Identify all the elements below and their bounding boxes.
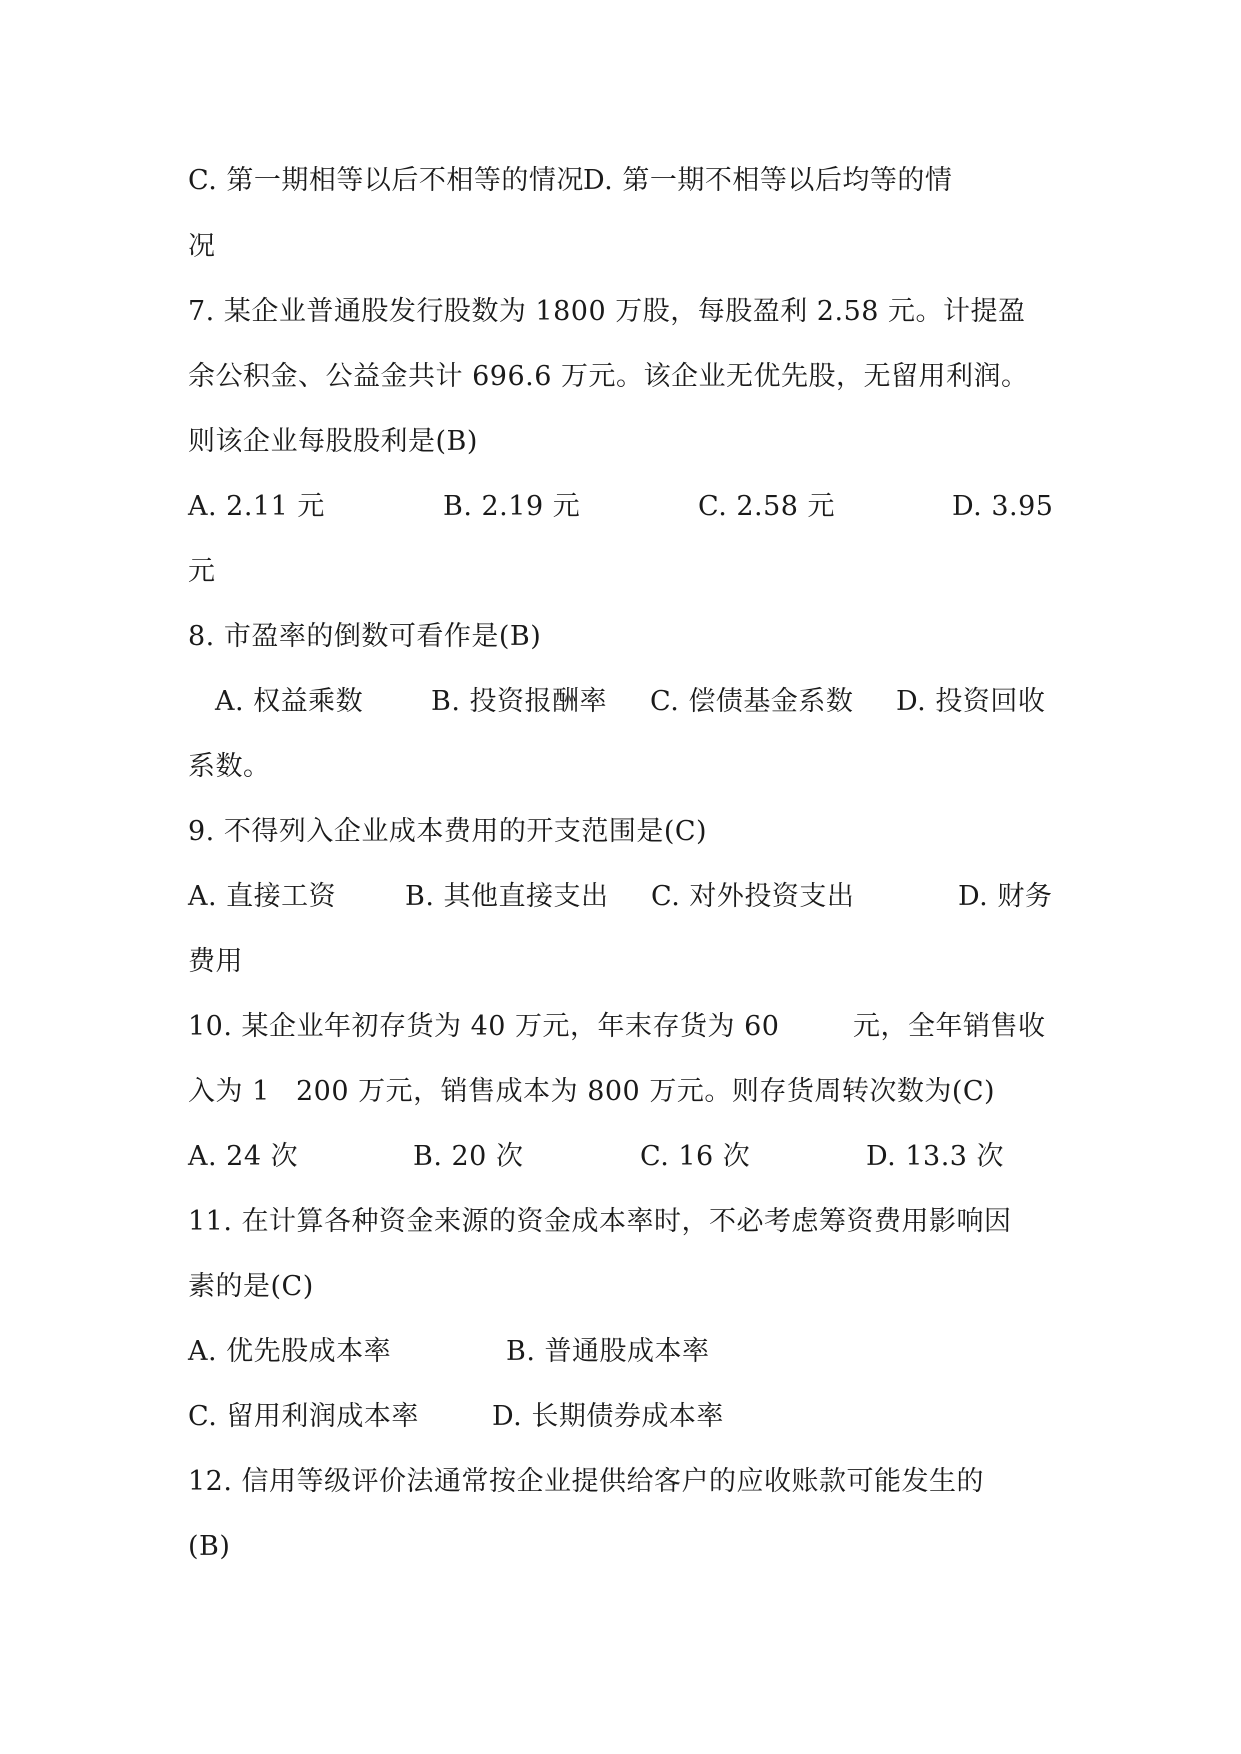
option-d: D. 长期债券成本率: [492, 1401, 724, 1432]
text-line-continuation: [188, 225, 224, 269]
option-c: C. 偿债基金系数: [650, 686, 854, 717]
option-a: A. 直接工资: [188, 881, 337, 912]
question-9-options: [188, 875, 1053, 919]
option-d: D. 第一期不相等以后均等的情: [583, 165, 953, 196]
option-d: D. 13.3 次: [866, 1141, 1005, 1172]
question-11-options-ab: [188, 1330, 710, 1374]
question-11-line-1: [188, 1200, 1012, 1244]
question-10-line-2: [188, 1070, 996, 1114]
option-b: B. 其他直接支出: [405, 881, 609, 912]
question-10-text: 200 万元，销售成本为 800 万元。则存货周转次数为(C): [296, 1076, 996, 1107]
option-c: C. 16 次: [640, 1141, 751, 1172]
question-8-text: 8. 市盈率的倒数可看作是(B): [188, 621, 542, 652]
question-11-text: 素的是(C): [188, 1271, 314, 1302]
question-11-text: 11. 在计算各种资金来源的资金成本率时，不必考虑筹资费用影响因: [188, 1206, 1012, 1237]
option-b: B. 普通股成本率: [506, 1336, 710, 1367]
text-line-continuation: [188, 550, 224, 594]
question-7-text: 余公积金、公益金共计 696.6 万元。该企业无优先股，无留用利润。: [188, 361, 1029, 392]
option-d: D. 财务: [958, 881, 1053, 912]
question-12-line-2: [188, 1525, 231, 1569]
question-12-answer: (B): [188, 1531, 231, 1562]
question-8-options: [188, 680, 1046, 724]
option-d: D. 3.95: [952, 491, 1054, 522]
option-a: A. 优先股成本率: [188, 1336, 392, 1367]
option-a: A. 24 次: [188, 1141, 299, 1172]
question-11-options-cd: [188, 1395, 724, 1439]
question-8-line-1: [188, 615, 542, 659]
option-a: A. 2.11 元: [188, 491, 325, 522]
option-d-continuation: 系数。: [188, 751, 271, 782]
option-c: C. 留用利润成本率: [188, 1401, 419, 1432]
question-10-options: [188, 1135, 1005, 1179]
option-d-continuation: 费用: [188, 946, 243, 977]
option-c: C. 第一期相等以后不相等的情况: [188, 165, 584, 196]
question-11-line-2: [188, 1265, 314, 1309]
question-7-line-3: [188, 420, 478, 464]
option-d: D. 投资回收: [896, 686, 1046, 717]
option-b: B. 2.19 元: [443, 491, 581, 522]
option-b: B. 20 次: [413, 1141, 524, 1172]
option-d-continuation: 况: [188, 231, 216, 262]
option-c: C. 对外投资支出: [651, 881, 855, 912]
question-7-text: 7. 某企业普通股发行股数为 1800 万股，每股盈利 2.58 元。计提盈: [188, 296, 1026, 327]
option-d-continuation: 元: [188, 556, 216, 587]
option-c: C. 2.58 元: [698, 491, 836, 522]
question-12-line-1: [188, 1460, 985, 1504]
option-b: B. 投资报酬率: [431, 686, 608, 717]
option-a: A. 权益乘数: [215, 686, 364, 717]
question-10-text: 元，全年销售收: [853, 1011, 1046, 1042]
question-7-text: 则该企业每股股利是(B): [188, 426, 478, 457]
question-7-options: [188, 485, 1054, 529]
text-line-continuation: [188, 745, 271, 789]
question-10-text: 10. 某企业年初存货为 40 万元，年末存货为 60: [188, 1011, 780, 1042]
option-line-q6-cd: [188, 159, 953, 203]
question-7-line-1: [188, 290, 1026, 334]
question-7-line-2: [188, 355, 1029, 399]
question-9-text: 9. 不得列入企业成本费用的开支范围是(C): [188, 816, 708, 847]
text-line-continuation: [188, 940, 243, 984]
question-10-text: 入为 1: [188, 1076, 270, 1107]
question-9-line-1: [188, 810, 708, 854]
question-12-text: 12. 信用等级评价法通常按企业提供给客户的应收账款可能发生的: [188, 1466, 985, 1497]
question-10-line-1: [188, 1005, 1046, 1049]
